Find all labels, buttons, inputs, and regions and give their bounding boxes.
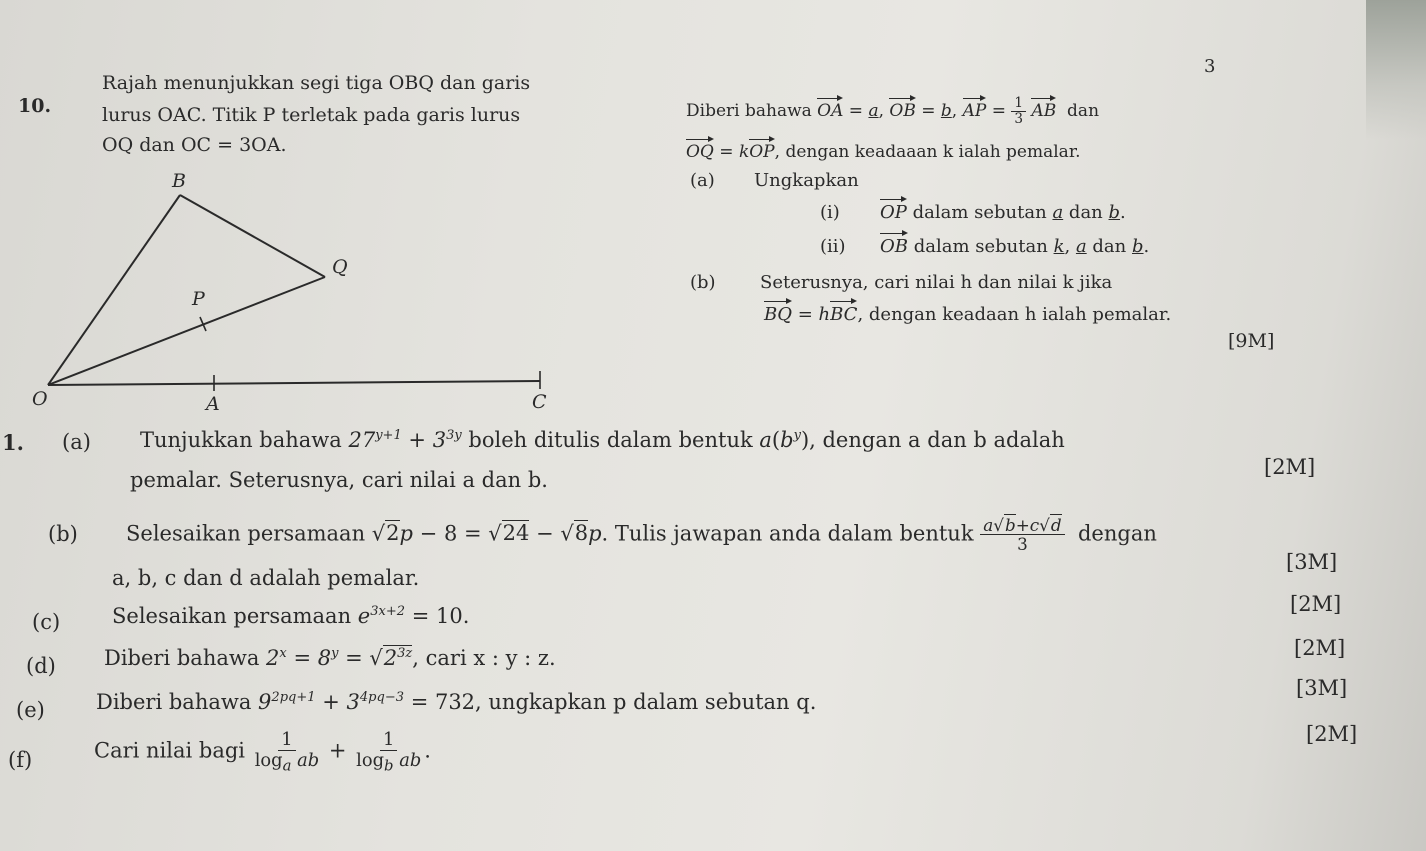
q1-b-line2: a, b, c dan d adalah pemalar. bbox=[112, 566, 420, 590]
q10-b-label: (b) bbox=[690, 272, 716, 293]
label-O: O bbox=[32, 388, 48, 410]
label-B: B bbox=[172, 170, 186, 192]
q1-e-line: Diberi bahawa $9^{2pq+1} + 3^{4pq-3} = 732$, ungkapkan p dalam sebutan q. bbox=[96, 690, 817, 714]
q10-ai-label: (i) bbox=[820, 202, 840, 223]
label-A: A bbox=[206, 393, 220, 415]
q1-e-label: (e) bbox=[16, 698, 45, 722]
q1-number: 1. bbox=[2, 430, 24, 455]
q1-a-marks: [2M] bbox=[1264, 455, 1316, 479]
q1-e-marks: [3M] bbox=[1296, 676, 1348, 700]
q1-a-label: (a) bbox=[62, 430, 91, 454]
page-number: 3 bbox=[1204, 56, 1216, 77]
q10-a-text: Ungkapkan bbox=[754, 170, 859, 191]
q1-b-marks: [3M] bbox=[1286, 550, 1338, 574]
q10-marks: [9M] bbox=[1228, 330, 1275, 352]
label-C: C bbox=[532, 391, 547, 413]
label-P: P bbox=[192, 288, 205, 310]
line-BQ bbox=[180, 195, 325, 277]
triangle-diagram bbox=[20, 165, 580, 415]
q1-d-line: Diberi bahawa $2^x = 8^y = √2^{3z}$, cari x : y : z. bbox=[104, 646, 556, 670]
q10-b-line2: BQ = hBC, dengan keadaan h ialah pemalar. bbox=[764, 300, 1171, 325]
q10-aii-text: OB dalam sebutan k, a dan b. bbox=[880, 232, 1149, 257]
q10-oq-line: OQ = kOP, dengan keadaaan k ialah pemalar. bbox=[686, 138, 1080, 162]
q1-b-line1: Selesaikan persamaan √2p − 8 = √24 − √8p. Tulis jawapan anda dalam bentuk $\frac{a√b+c√d}{3}$ dengan bbox=[126, 515, 1157, 555]
line-OB bbox=[48, 195, 180, 385]
q1-d-label: (d) bbox=[26, 654, 56, 678]
q1-f-marks: [2M] bbox=[1306, 722, 1358, 746]
q10-b-text: Seterusnya, cari nilai h dan nilai k jika bbox=[760, 272, 1113, 293]
q10-given-line: Diberi bahawa OA = a, OB = b, AP = $\frac{1}{3}$ AB dan bbox=[686, 95, 1100, 127]
label-Q: Q bbox=[332, 256, 348, 278]
q10-line2: lurus OAC. Titik P terletak pada garis lurus bbox=[102, 104, 521, 126]
q10-ai-text: OP dalam sebutan a dan b. bbox=[880, 198, 1126, 223]
q1-c-label: (c) bbox=[32, 610, 61, 634]
q1-a-line1: Tunjukkan bahawa $27^{y+1} + 3^{3y}$ boleh ditulis dalam bentuk $a(b^y)$, dengan a dan b adalah bbox=[140, 428, 1065, 452]
q10-line3: OQ dan OC = 3OA. bbox=[102, 134, 287, 156]
q1-c-marks: [2M] bbox=[1290, 592, 1342, 616]
q1-a-line2: pemalar. Seterusnya, cari nilai a dan b. bbox=[130, 468, 548, 492]
q10-aii-label: (ii) bbox=[820, 236, 846, 257]
q1-d-marks: [2M] bbox=[1294, 636, 1346, 660]
line-OQ bbox=[48, 277, 325, 385]
q1-f-line: Cari nilai bagi $\frac{1}{\log_a ab}$ + $\frac{1}{\log_b ab}$ . bbox=[94, 729, 431, 775]
q1-b-label: (b) bbox=[48, 522, 78, 546]
page-corner-shadow bbox=[1366, 0, 1426, 140]
q1-f-label: (f) bbox=[8, 748, 33, 772]
line-OC bbox=[48, 381, 540, 385]
q10-a-label: (a) bbox=[690, 170, 715, 191]
q1-c-line: Selesaikan persamaan $e^{3x+2} = 10$. bbox=[112, 604, 470, 628]
q10-line1: Rajah menunjukkan segi tiga OBQ dan garis bbox=[102, 72, 531, 94]
q10-number: 10. bbox=[18, 95, 52, 117]
